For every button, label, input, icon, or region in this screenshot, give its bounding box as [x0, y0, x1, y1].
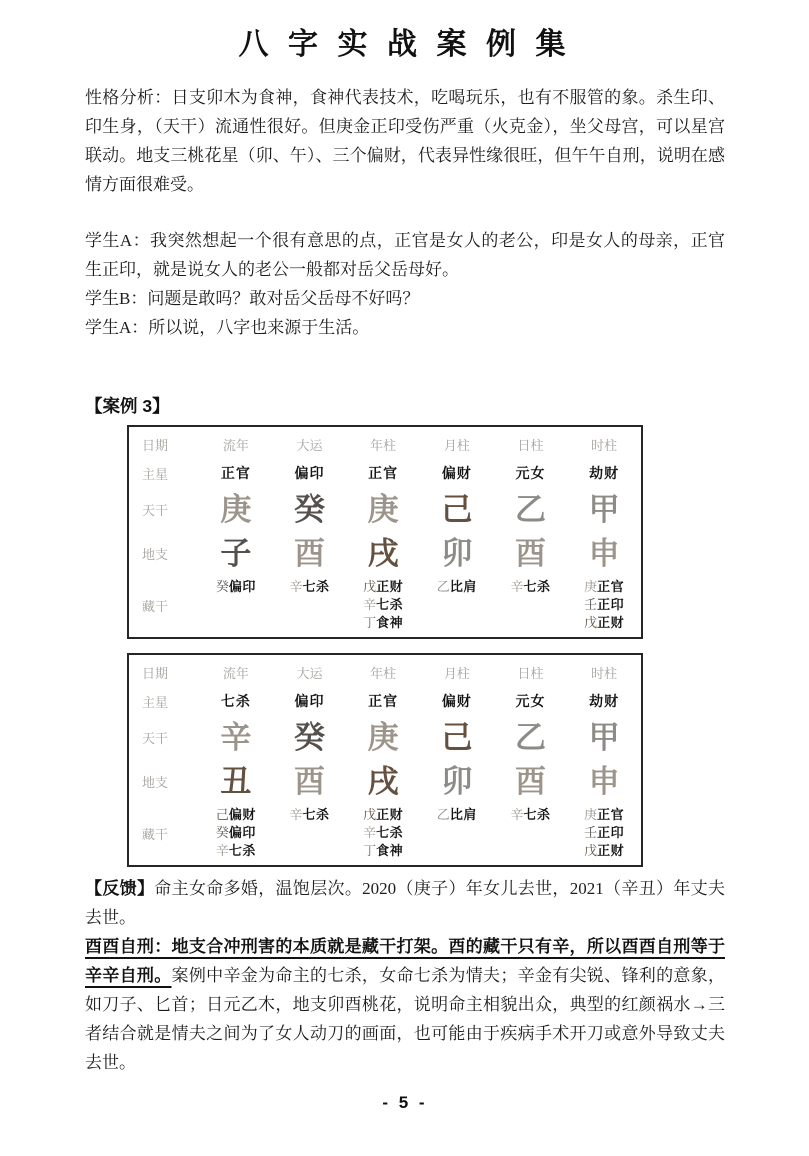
hidden-stem-char: 丁 [363, 843, 377, 858]
row-label: 藏干 [142, 826, 169, 842]
column-header: 年柱 [370, 665, 397, 681]
canggan-cell [273, 806, 347, 824]
column-header: 年柱 [370, 437, 397, 453]
star-name: 正印 [597, 825, 625, 840]
canggan-entry [584, 596, 624, 614]
table-header-row [129, 427, 641, 459]
column-header: 大运 [296, 437, 323, 453]
dizhi-row [129, 759, 641, 803]
zhuxing-cell: 元女 [515, 465, 546, 481]
hidden-stem-char: 己 [215, 807, 229, 822]
dialogue-line [85, 313, 725, 342]
canggan-entry [216, 842, 256, 860]
tiangan-cell: 乙 [514, 491, 546, 527]
star-name: 七杀 [376, 597, 404, 612]
star-name: 比肩 [449, 807, 477, 822]
page-title: 八 字 实 战 案 例 集 [238, 28, 572, 61]
star-name: 七杀 [228, 843, 256, 858]
dialogue-speaker: 学生A： [85, 231, 151, 250]
canggan-entry [584, 842, 624, 860]
canggan-entry [216, 806, 256, 824]
dialogue-block [85, 226, 725, 342]
hidden-stem-char: 辛 [510, 807, 524, 822]
hidden-stem-char: 庚 [584, 579, 598, 594]
tiangan-cell: 己 [441, 719, 473, 755]
tiangan-cell: 甲 [588, 491, 620, 527]
star-name: 偏印 [228, 825, 256, 840]
tiangan-cell: 乙 [514, 719, 546, 755]
hidden-stem-char: 庚 [584, 807, 598, 822]
corner-label: 日期 [142, 437, 169, 453]
star-name: 比肩 [449, 579, 477, 594]
table-header-row [129, 655, 641, 687]
column-header: 月柱 [443, 665, 470, 681]
column-header: 流年 [222, 665, 249, 681]
canggan-entry [216, 824, 256, 842]
star-name: 七杀 [302, 579, 330, 594]
dizhi-cell: 卯 [441, 763, 473, 799]
hidden-stem-char: 乙 [436, 807, 450, 822]
hidden-stem-char: 戊 [363, 807, 377, 822]
hidden-stem-char: 壬 [584, 597, 598, 612]
tiangan-cell: 辛 [220, 719, 252, 755]
canggan-entry [584, 578, 624, 596]
column-header: 月柱 [443, 437, 470, 453]
zhuxing-cell: 偏财 [441, 465, 472, 481]
row-label: 天干 [142, 502, 169, 518]
canggan-cell [273, 578, 347, 596]
analysis-rest-text: 案例中辛金为命主的七杀，女命七杀为情夫；辛金有尖锐、锋利的意象，如刀子、匕首；日元乙木，地支卯酉桃花，说明命主相貌出众，典型的红颜祸水→三者结合就是情夫之间为了女人动刀的画面，也可能由于疾病手术开刀或意外导致丈夫去世。 [85, 966, 726, 1072]
canggan-row [129, 803, 641, 865]
dizhi-cell: 酉 [293, 763, 325, 799]
canggan-entry [363, 614, 403, 632]
canggan-entry [363, 842, 403, 860]
zhuxing-cell: 元女 [515, 693, 546, 709]
canggan-cell [199, 578, 273, 596]
personality-analysis-paragraph: 性格分析：日支卯木为食神，食神代表技术，吃喝玩乐，也有不服管的象。杀生印、印生身，（天干）流通性很好。但庚金正印受伤严重（火克金），坐父母宫，可以星宫联动。地支三桃花星（卯、午）、三个偏财，代表异性缘很旺，但午午自刑，说明在感情方面很难受。 [85, 88, 725, 194]
dialogue-text: 我突然想起一个很有意思的点，正官是女人的老公，印是女人的母亲，正官生正印，就是说女人的老公一般都对岳父岳母好。 [85, 231, 726, 279]
star-name: 正官 [597, 579, 625, 594]
canggan-cell [420, 806, 494, 824]
zhuxing-cell: 正官 [368, 465, 399, 481]
zhuxing-cell: 偏财 [441, 693, 472, 709]
dizhi-cell: 戌 [367, 535, 399, 571]
zhuxing-cell: 劫财 [589, 465, 620, 481]
canggan-entry [437, 806, 477, 824]
dialogue-text: 问题是敢吗？敢对岳父岳母不好吗？ [147, 289, 420, 308]
hidden-stem-char: 辛 [289, 579, 303, 594]
hidden-stem-char: 乙 [436, 579, 450, 594]
canggan-cell [567, 578, 641, 632]
canggan-cell [494, 806, 568, 824]
dizhi-cell: 申 [588, 763, 620, 799]
tiangan-cell: 庚 [367, 719, 399, 755]
dialogue-line [85, 226, 725, 284]
hidden-stem-char: 戊 [363, 579, 377, 594]
canggan-entry [510, 578, 550, 596]
zhuxing-cell: 劫财 [589, 693, 620, 709]
row-label: 地支 [142, 546, 169, 562]
canggan-entry [363, 824, 403, 842]
zhuxing-cell: 正官 [220, 465, 251, 481]
row-label: 地支 [142, 774, 169, 790]
analysis-underlined-text: 酉酉自刑：地支合冲刑害的本质就是藏干打架。酉的藏干只有辛，所以酉酉自刑等于辛辛自刑。 [85, 937, 725, 985]
star-name: 正财 [597, 843, 625, 858]
tiangan-cell: 癸 [293, 491, 325, 527]
zhuxing-cell: 正官 [368, 693, 399, 709]
zhuxing-row [129, 687, 641, 715]
column-header: 日柱 [517, 437, 544, 453]
dizhi-cell: 戌 [367, 763, 399, 799]
star-name: 正印 [597, 597, 625, 612]
hidden-stem-char: 戊 [584, 843, 598, 858]
page-number: - 5 - [382, 1093, 428, 1112]
canggan-entry [289, 578, 329, 596]
canggan-cell [567, 806, 641, 860]
row-label: 天干 [142, 730, 169, 746]
column-header: 日柱 [517, 665, 544, 681]
zhuxing-cell: 七杀 [220, 693, 251, 709]
canggan-cell [346, 806, 420, 860]
row-label: 藏干 [142, 598, 169, 614]
canggan-entry [437, 578, 477, 596]
dizhi-cell: 酉 [514, 535, 546, 571]
star-name: 正财 [376, 807, 404, 822]
hidden-stem-char: 辛 [363, 825, 377, 840]
feedback-label: 【反馈】 [85, 879, 155, 898]
hidden-stem-char: 辛 [289, 807, 303, 822]
row-label: 主星 [142, 694, 169, 710]
dizhi-cell: 卯 [441, 535, 473, 571]
tiangan-cell: 庚 [367, 491, 399, 527]
canggan-row [129, 575, 641, 637]
dizhi-cell: 丑 [220, 763, 252, 799]
column-header: 时柱 [591, 665, 618, 681]
hidden-stem-char: 辛 [215, 843, 229, 858]
column-header: 时柱 [591, 437, 618, 453]
star-name: 偏财 [228, 807, 256, 822]
star-name: 七杀 [523, 807, 551, 822]
tiangan-row [129, 487, 641, 531]
star-name: 食神 [376, 843, 404, 858]
canggan-entry [510, 806, 550, 824]
star-name: 七杀 [302, 807, 330, 822]
canggan-entry [363, 596, 403, 614]
dizhi-cell: 酉 [514, 763, 546, 799]
star-name: 正官 [597, 807, 625, 822]
zhuxing-cell: 偏印 [294, 693, 325, 709]
star-name: 正财 [376, 579, 404, 594]
column-header: 大运 [296, 665, 323, 681]
canggan-entry [363, 578, 403, 596]
analysis-paragraph [85, 932, 725, 1077]
tiangan-cell: 庚 [220, 491, 252, 527]
tiangan-cell: 癸 [293, 719, 325, 755]
canggan-cell [346, 578, 420, 632]
feedback-text: 命主女命多婚，温饱层次。2020（庚子）年女儿去世，2021（辛丑）年丈夫去世。 [85, 879, 726, 927]
tiangan-cell: 己 [441, 491, 473, 527]
hidden-stem-char: 辛 [510, 579, 524, 594]
dialogue-speaker: 学生B： [85, 289, 148, 308]
row-label: 主星 [142, 466, 169, 482]
feedback-paragraph [85, 874, 725, 932]
dialogue-text: 所以说，八字也来源于生活。 [148, 318, 370, 337]
star-name: 七杀 [376, 825, 404, 840]
hidden-stem-char: 壬 [584, 825, 598, 840]
dizhi-cell: 子 [220, 535, 252, 571]
hidden-stem-char: 丁 [363, 615, 377, 630]
tiangan-cell: 甲 [588, 719, 620, 755]
dialogue-speaker: 学生A： [85, 318, 149, 337]
column-header: 流年 [222, 437, 249, 453]
canggan-entry [584, 824, 624, 842]
dizhi-row [129, 531, 641, 575]
tiangan-row [129, 715, 641, 759]
dizhi-cell: 酉 [293, 535, 325, 571]
canggan-cell [494, 578, 568, 596]
bazi-chart-table-first [127, 425, 643, 639]
zhuxing-row [129, 459, 641, 487]
canggan-cell [420, 578, 494, 596]
star-name: 食神 [376, 615, 404, 630]
star-name: 七杀 [523, 579, 551, 594]
case-3-label: 【案例 3】 [85, 396, 170, 416]
canggan-entry [289, 806, 329, 824]
hidden-stem-char: 癸 [215, 825, 229, 840]
hidden-stem-char: 戊 [584, 615, 598, 630]
canggan-entry [584, 806, 624, 824]
dialogue-line [85, 284, 725, 313]
canggan-entry [584, 614, 624, 632]
canggan-entry [363, 806, 403, 824]
corner-label: 日期 [142, 665, 169, 681]
hidden-stem-char: 辛 [363, 597, 377, 612]
star-name: 偏印 [228, 579, 256, 594]
canggan-entry [216, 578, 256, 596]
zhuxing-cell: 偏印 [294, 465, 325, 481]
star-name: 正财 [597, 615, 625, 630]
dizhi-cell: 申 [588, 535, 620, 571]
hidden-stem-char: 癸 [215, 579, 229, 594]
bazi-chart-table-second [127, 653, 643, 867]
canggan-cell [199, 806, 273, 860]
